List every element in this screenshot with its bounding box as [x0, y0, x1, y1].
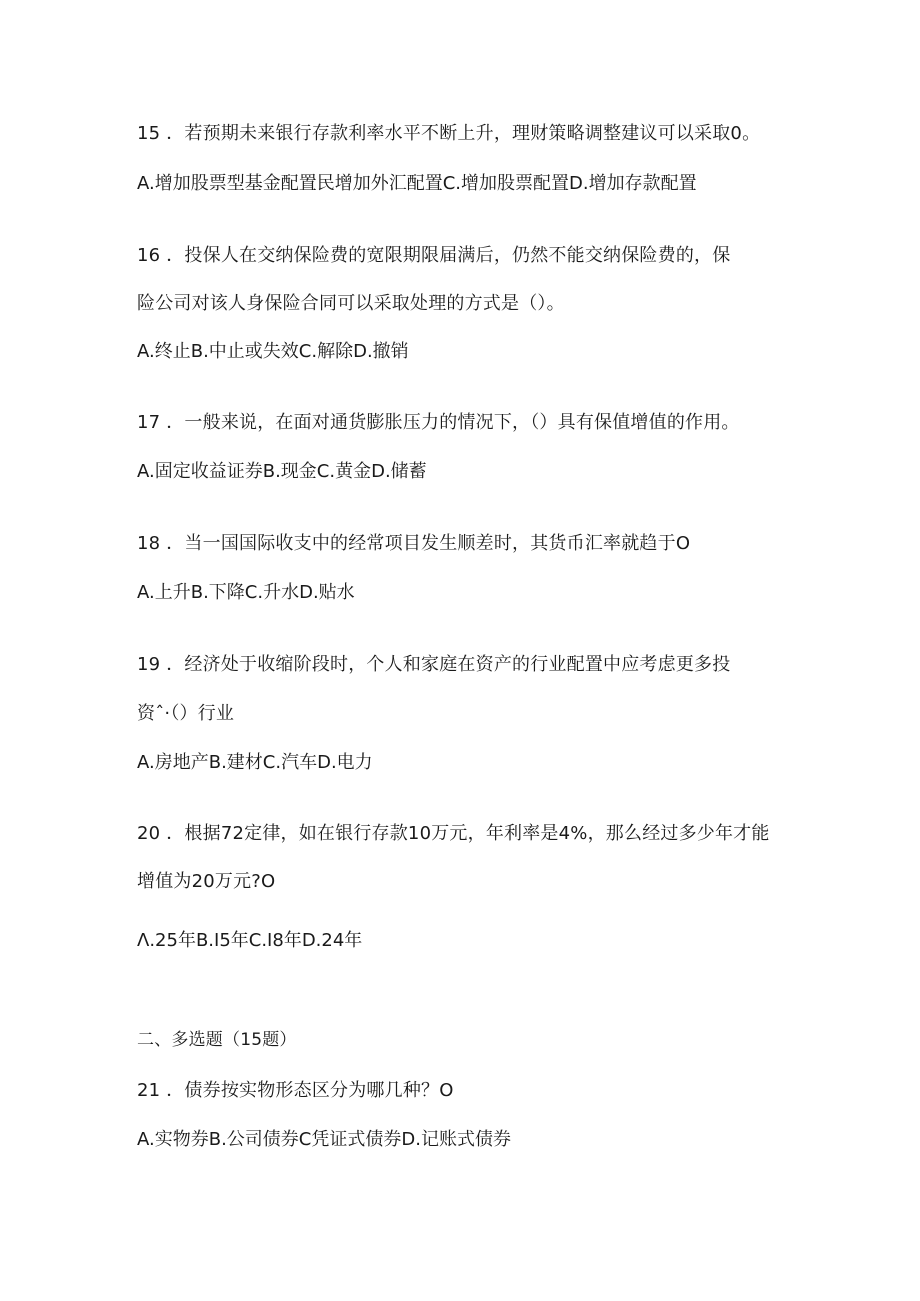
question-20-stem-line-1: 20 ．根据72定律，如在银行存款10万元，年利率是4%，那么经过多少年才能: [137, 823, 770, 844]
question-20-options: Λ.25年B.I5年C.I8年D.24年: [137, 930, 363, 951]
question-19-stem-line-1: 19 ．经济处于收缩阶段时，个人和家庭在资产的行业配置中应考虑更多投: [137, 654, 731, 675]
question-16-stem-line-1: 16 ．投保人在交纳保险费的宽限期限届满后，仍然不能交纳保险费的，保: [137, 245, 731, 266]
question-16-options: A.终止B.中止或失效C.解除D.撤销: [137, 341, 409, 362]
question-17-options: A.固定收益证券B.现金C.黄金D.储蓄: [137, 461, 427, 482]
question-18-options: A.上升B.下降C.升水D.贴水: [137, 582, 355, 603]
question-21-stem: 21 ．债券按实物形态区分为哪几种？O: [137, 1080, 454, 1101]
question-16-stem-line-2: 险公司对该人身保险合同可以采取处理的方式是（）。: [137, 293, 565, 314]
question-18-stem: 18 ．当一国国际收支中的经常项目发生顺差时，其货币汇率就趋于O: [137, 533, 691, 554]
question-19-options: A.房地产B.建材C.汽车D.电力: [137, 752, 373, 773]
question-20-stem-line-2: 增值为20万元?O: [137, 871, 276, 892]
section-heading: 二、多选题（15题）: [137, 1030, 297, 1050]
question-15-stem: 15 ．若预期未来银行存款利率水平不断上升，理财策略调整建议可以采取0。: [137, 123, 761, 144]
question-19-stem-line-2: 资ˆ·（）行业: [137, 703, 235, 724]
question-21-options: A.实物券B.公司债券C凭证式债券D.记账式债券: [137, 1129, 511, 1150]
question-15-options: A.增加股票型基金配置民增加外汇配置C.增加股票配置D.增加存款配置: [137, 173, 697, 194]
question-17-stem: 17 ．一般来说，在面对通货膨胀压力的情况下，（）具有保值增值的作用。: [137, 412, 740, 433]
